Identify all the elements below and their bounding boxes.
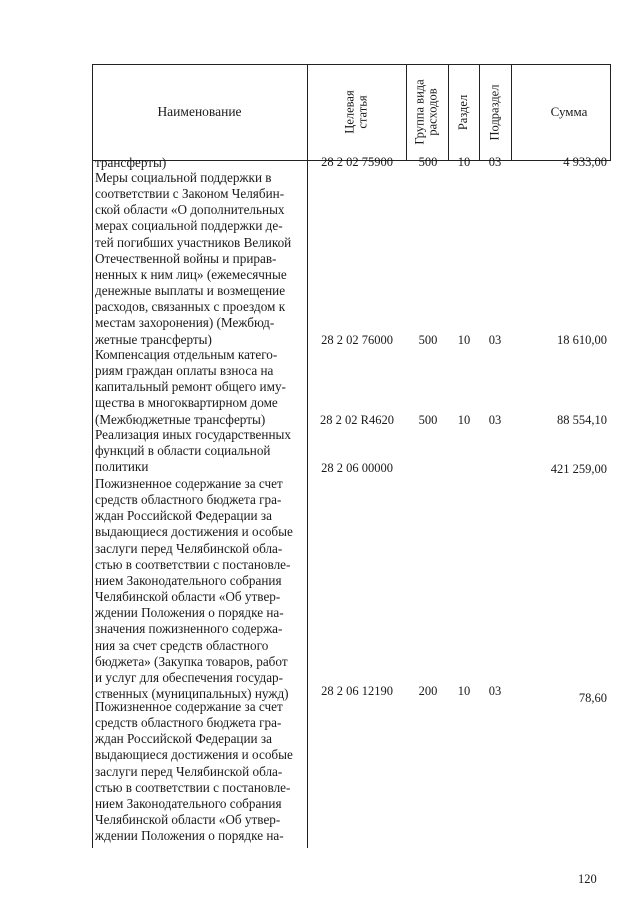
row-code: 28 2 02 75900 [321, 155, 393, 169]
row-section: 10 [457, 155, 471, 169]
header-amount: Сумма [550, 104, 588, 119]
header-target-article: Целевая статья [342, 90, 370, 134]
row-code: 28 2 02 R4620 [320, 413, 394, 427]
row-amount: 88 554,10 [557, 413, 607, 427]
row-amount: 18 610,00 [557, 333, 607, 347]
row-name: Реализация иных государственных функций в области социальной политики [95, 427, 291, 475]
column-divider [307, 64, 308, 848]
row-group: 500 [418, 155, 438, 169]
header-section-cell [448, 64, 479, 160]
row-name: Пожизненное содержание за счет средств областного бюджета гра- ждан Российской Федерации за выдающиеся достижения и особые заслуги перед Челябинской обла- стью в соответствии с постановле- нием Законодательного собрания Челябинской области «Об утвер- ждении Положения о порядке на- [95, 699, 293, 844]
row-section: 10 [457, 413, 471, 427]
table-border-left [92, 64, 93, 848]
header-subsection-cell [479, 64, 511, 160]
header-subsection: Подраздел [487, 84, 502, 140]
row-code: 28 2 06 12190 [321, 684, 393, 698]
row-group: 200 [418, 684, 438, 698]
row-code: 28 2 02 76000 [321, 333, 393, 347]
row-group: 500 [418, 333, 438, 347]
row-subsection: 03 [488, 333, 502, 347]
row-code: 28 2 06 00000 [321, 461, 393, 475]
budget-table [92, 64, 611, 848]
row-subsection: 03 [488, 413, 502, 427]
row-amount: 421 259,00 [550, 462, 607, 476]
column-divider [511, 64, 512, 160]
row-name: Пожизненное содержание за счет средств областного бюджета гра- ждан Российской Федерации за выдающиеся достижения и особые заслуги перед Челябинской обла- стью в соответствии с постановле- нием Законодательного собрания Челябинской области «Об утвер- ждении Положения о порядке на- значения пожизненного содержа- ния за счет средств областного бюджета» (Закупка товаров, работ и услуг для обеспечения государ- ственных (муниципальных) нужд) [95, 476, 293, 702]
row-name: Компенсация отдельным катего- риям граждан оплаты взноса на капитальный ремонт общего иму- щества в многоквартирном доме (Межбюджетные трансферты) [95, 347, 286, 427]
row-section: 10 [457, 684, 471, 698]
row-name: трансферты) [95, 155, 167, 170]
header-name: Наименование [157, 104, 242, 119]
row-subsection: 03 [488, 155, 502, 169]
page-number: 120 [578, 872, 597, 886]
header-expense-group-cell [406, 64, 448, 160]
header-expense-group: Группа вида расходов [413, 79, 441, 145]
row-section: 10 [457, 333, 471, 347]
row-amount: 78,60 [578, 691, 607, 705]
row-amount: 4 933,00 [563, 155, 607, 169]
header-target-article-cell [307, 64, 406, 160]
header-section: Раздел [456, 94, 471, 130]
row-subsection: 03 [488, 684, 502, 698]
row-group: 500 [418, 413, 438, 427]
row-name: Меры социальной поддержки в соответствии с Законом Челябин- ской области «О дополнительных мерах социальной поддержки де- тей погибших участников Великой Отечественной войны и прирав- ненных к ним лиц» (ежемесячные денежные выплаты и возмещение расходов, связанных с проездом к местам захоронения) (Межбюд- жетные трансферты) [95, 170, 292, 347]
